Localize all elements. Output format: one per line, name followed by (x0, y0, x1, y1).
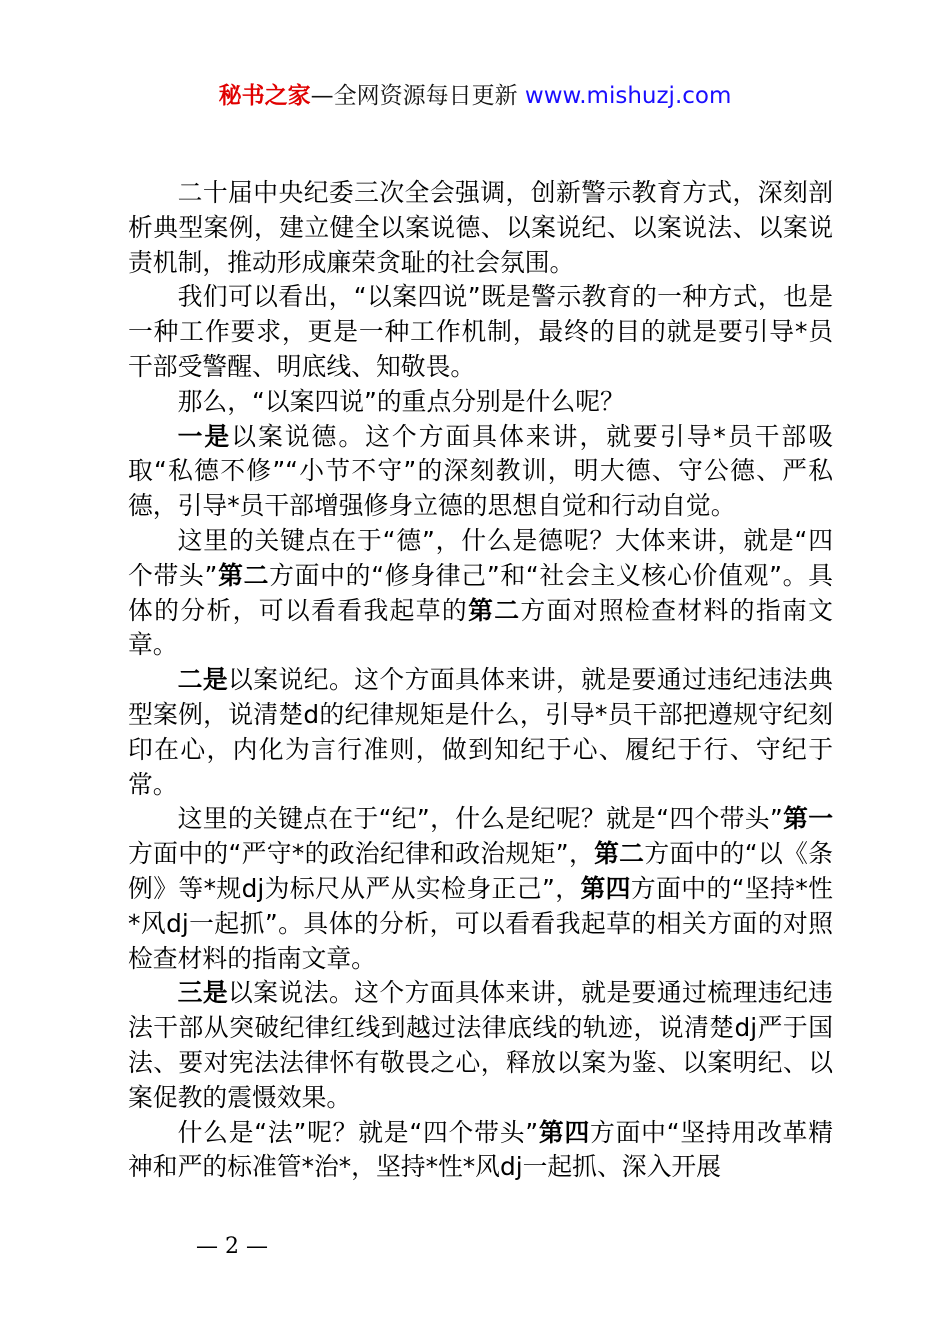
paragraph-text: 方面对照检查材料的指南文章。 (128, 595, 833, 660)
header-tagline: 全网资源每日更新 (333, 83, 518, 109)
bold-text: 第四 (538, 1117, 591, 1147)
bold-text: 三是 (177, 978, 229, 1008)
body-paragraph (128, 663, 833, 802)
paragraph-text: 二十届中央纪委三次全会强调，创新警示教育方式，深刻剖析典型案例，建立健全以案说德、以案说纪、以案说法、以案说责机制，推动形成廉荣贪耻的社会氛围。 (128, 178, 833, 277)
bold-text: 第四 (580, 873, 631, 903)
body-paragraph (128, 524, 833, 663)
bold-text: 一是 (177, 421, 232, 451)
paragraph-text: 方面中的“修身律己”和“社会主义核心价值观”。具体的分析，可以看看我起草的 (128, 560, 833, 625)
paragraph-text: 什么是“法”呢？就是“四个带头” (177, 1117, 539, 1147)
paragraph-text: 以案说德。这个方面具体来讲，就要引导*员干部吸取“私德不修”“小节不守”的深刻教训，明大德、守公德、严私德，引导*员干部增强修身立德的思想自觉和行动自觉。 (128, 421, 833, 521)
paragraph-text: 方面中的“以《条例》等*规dj为标尺从严从实检身正己”， (128, 839, 833, 903)
bold-text: 第二 (468, 595, 521, 625)
bold-text: 第一 (782, 804, 833, 834)
paragraph-text: 我们可以看出，“以案四说”既是警示教育的一种方式，也是一种工作要求，更是一种工作机制，最终的目的就是要引导*员干部受警醒、明底线、知敬畏。 (128, 282, 833, 381)
body-paragraph (128, 976, 833, 1115)
site-url[interactable]: www.mishuzj.com (524, 83, 732, 109)
body-paragraph (128, 420, 833, 524)
bold-text: 第二 (594, 839, 645, 869)
paragraph-text: 以案说法。这个方面具体来讲，就是要通过梳理违纪违法干部从突破纪律红线到越过法律底线的轨迹，说清楚dj严于国法、要对宪法法律怀有敬畏之心，释放以案为鉴、以案明纪、以案促教的震慑效果。 (128, 978, 833, 1112)
site-header (0, 80, 950, 112)
header-separator: — (310, 83, 334, 109)
bold-text: 第二 (217, 560, 270, 590)
body-paragraph (128, 280, 833, 384)
bold-text: 二是 (177, 665, 229, 695)
body-paragraph (128, 802, 833, 976)
paragraph-text: 这里的关键点在于“德”，什么是德呢？大体来讲，就是“四个带头” (128, 525, 833, 590)
body-paragraph (128, 1116, 833, 1186)
paragraph-text: 以案说纪。这个方面具体来讲，就是要通过违纪违法典型案例，说清楚d的纪律规矩是什么，引导*员干部把遵规守纪刻印在心，内化为言行准则，做到知纪于心、履纪于行、守纪于常。 (128, 665, 833, 799)
paragraph-text: 方面中“坚持用改革精神和严的标准管*治*，坚持*性*风dj一起抓、深入开展 (128, 1117, 833, 1182)
page-number: — 2 — (196, 1234, 268, 1259)
paragraph-text: 方面中的“严守*的政治纪律和政治规矩”， (128, 839, 595, 869)
paragraph-text: 这里的关键点在于“纪”，什么是纪呢？就是“四个带头” (177, 804, 783, 834)
document-body (128, 176, 833, 1185)
brand-name: 秘书之家 (218, 83, 311, 109)
paragraph-text: 那么，“以案四说”的重点分别是什么呢？ (177, 386, 625, 416)
paragraph-text: 方面中的“坚持*性*风dj一起抓”。具体的分析，可以看看我起草的相关方面的对照检查材料的指南文章。 (128, 873, 833, 973)
body-paragraph (128, 385, 833, 420)
body-paragraph (128, 176, 833, 280)
